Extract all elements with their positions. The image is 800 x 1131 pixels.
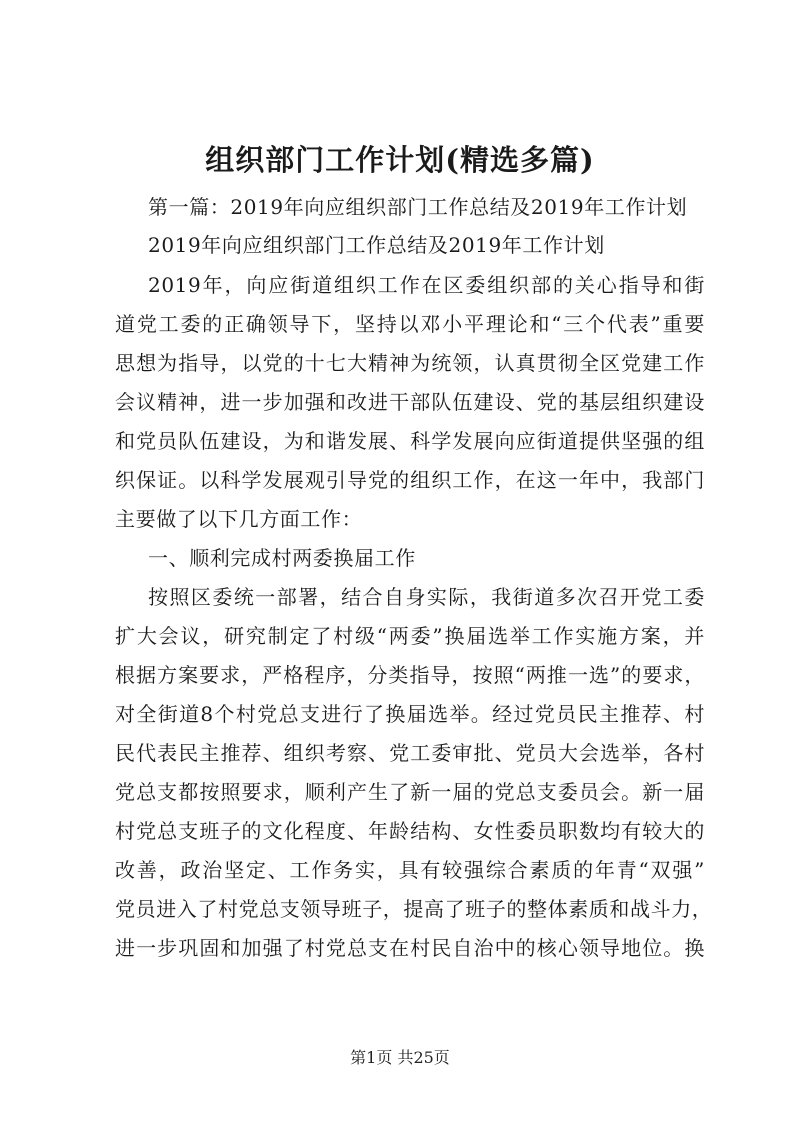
paragraph-line: 思想为指导，以党的十七大精神为统领，认真贯彻全区党建工作	[115, 351, 705, 375]
paragraph-line: 村党总支班子的文化程度、年龄结构、女性委员职数均有较大的	[115, 819, 705, 843]
paragraph-line: 主要做了以下几方面工作：	[115, 507, 363, 531]
paragraph-line: 党总支都按照要求，顺利产生了新一届的党总支委员会。新一届	[115, 780, 705, 804]
paragraph-line: 进一步巩固和加强了村党总支在村民自治中的核心领导地位。换	[115, 936, 705, 960]
subtitle-line: 2019年向应组织部门工作总结及2019年工作计划	[148, 233, 605, 257]
paragraph-line: 2019年，向应街道组织工作在区委组织部的关心指导和街	[148, 273, 705, 297]
paragraph-line: 扩大会议，研究制定了村级“两委”换届选举工作实施方案，并	[115, 624, 705, 648]
paragraph-line: 道党工委的正确领导下，坚持以邓小平理论和“三个代表”重要	[115, 312, 705, 336]
paragraph-line: 党员进入了村党总支领导班子，提高了班子的整体素质和战斗力，	[115, 897, 713, 921]
paragraph-line: 会议精神，进一步加强和改进干部队伍建设、党的基层组织建设	[115, 390, 705, 414]
paragraph-line: 改善，政治坚定、工作务实，具有较强综合素质的年青“双强”	[115, 858, 705, 882]
document-title: 组织部门工作计划(精选多篇)	[205, 143, 595, 177]
paragraph-line: 根据方案要求，严格程序，分类指导，按照“两推一选”的要求，	[115, 663, 705, 687]
page-number: 第1页 共25页	[350, 1048, 450, 1067]
paragraph-line: 对全街道8个村党总支进行了换届选举。经过党员民主推荐、村	[115, 702, 705, 726]
section-heading: 第一篇：2019年向应组织部门工作总结及2019年工作计划	[148, 195, 688, 219]
paragraph-line: 织保证。以科学发展观引导党的组织工作，在这一年中，我部门	[115, 468, 705, 492]
paragraph-line: 和党员队伍建设，为和谐发展、科学发展向应街道提供坚强的组	[115, 429, 705, 453]
subheading: 一、顺利完成村两委换届工作	[148, 546, 416, 570]
paragraph-line: 按照区委统一部署，结合自身实际，我街道多次召开党工委	[148, 585, 705, 609]
paragraph-line: 民代表民主推荐、组织考察、党工委审批、党员大会选举，各村	[115, 741, 705, 765]
